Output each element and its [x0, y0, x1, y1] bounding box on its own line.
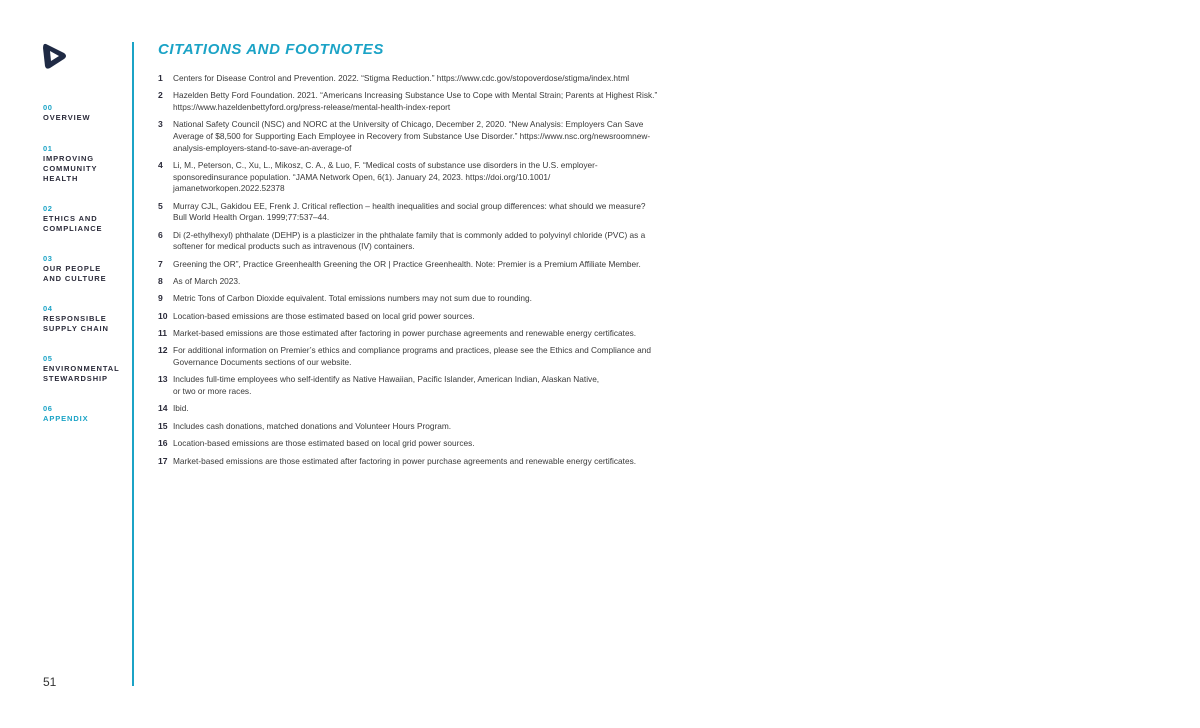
- footnote-text: Li, M., Peterson, C., Xu, L., Mikosz, C. A., & Luo, F. “Medical costs of substance use disorders in the U.S. employer- sponsoredinsurance population. “JAMA Network Open, 6(1). January 24, 2023. https://doi.org/10.1001/ jamanetworkopen.2022.52378: [173, 159, 598, 194]
- footnote-item: [158, 230, 658, 253]
- footnote-item: [158, 259, 658, 271]
- footnote-text: Metric Tons of Carbon Dioxide equivalent. Total emissions numbers may not sum due to rounding.: [173, 293, 532, 304]
- nav-item-number: 03: [43, 254, 53, 263]
- footnote-item: [158, 160, 658, 195]
- footnote-text: Includes cash donations, matched donations and Volunteer Hours Program.: [173, 420, 452, 431]
- footnote-number: 1: [158, 73, 163, 83]
- footnote-number: 13: [158, 374, 168, 385]
- nav-item-ethics-and-compliance[interactable]: [43, 204, 102, 234]
- footnote-item: [158, 345, 658, 368]
- nav-item-label: OVERVIEW: [43, 113, 91, 122]
- footnote-text: As of March 2023.: [173, 275, 241, 286]
- footnote-number: 14: [158, 403, 168, 414]
- nav-item-number: 02: [43, 204, 53, 213]
- footnote-number: 11: [158, 328, 168, 339]
- nav-item-responsible-supply-chain[interactable]: [43, 304, 109, 334]
- nav-item-number: 00: [43, 103, 53, 112]
- nav-item-number: 05: [43, 354, 53, 363]
- footnote-text: For additional information on Premier’s ethics and compliance programs and practices, please see the Ethics and Compliance and Governance Documents sections of our website.: [173, 345, 651, 368]
- footnote-item: [158, 276, 658, 288]
- footnote-text: Hazelden Betty Ford Foundation. 2021. “Americans Increasing Substance Use to Cope with Mental Strain; Parents at Highest Risk.” https://www.hazeldenbettyford.org/press-release/mental-health-index-report: [173, 90, 658, 112]
- page-number: 51: [43, 675, 57, 689]
- footnote-item: [158, 73, 658, 85]
- nav-item-number: 06: [43, 404, 53, 413]
- nav-item-environmental-stewardship[interactable]: [43, 354, 120, 384]
- footnote-number: 17: [158, 455, 168, 466]
- footnote-item: [158, 421, 658, 433]
- footnote-item: [158, 328, 658, 340]
- footnote-item: [158, 119, 658, 154]
- footnote-number: 3: [158, 119, 163, 130]
- footnote-text: Ibid.: [173, 403, 189, 414]
- footnote-number: 6: [158, 229, 163, 240]
- footnote-item: [158, 311, 658, 323]
- footnote-item: [158, 438, 658, 450]
- footnote-number: 8: [158, 275, 163, 286]
- nav-item-label: APPENDIX: [43, 414, 89, 423]
- footnote-text: Di (2-ethylhexyl) phthalate (DEHP) is a plasticizer in the phthalate family that is commonly added to polyvinyl chloride (PVC) as a softener for medical products such as intravenous (IV) containers.: [173, 229, 646, 252]
- nav-item-number: 01: [43, 144, 53, 153]
- nav-item-overview[interactable]: [43, 103, 91, 123]
- nav-item-label: ENVIRONMENTAL STEWARDSHIP: [43, 364, 120, 383]
- footnote-item: [158, 374, 658, 397]
- footnote-number: 4: [158, 159, 163, 170]
- page-title: CITATIONS AND FOOTNOTES: [158, 41, 385, 58]
- footnote-number: 12: [158, 345, 168, 356]
- footnote-text: Greening the OR”, Practice Greenhealth Greening the OR | Practice Greenhealth. Note: Premier is a Premium Affiliate Member.: [173, 258, 641, 269]
- nav-item-our-people-and-culture[interactable]: [43, 254, 107, 284]
- premier-logo-icon[interactable]: [42, 42, 68, 70]
- nav-item-label: ETHICS AND COMPLIANCE: [43, 214, 103, 233]
- footnote-item: [158, 90, 658, 113]
- footnote-number: 9: [158, 293, 163, 304]
- footnote-item: [158, 403, 658, 415]
- footnote-item: [158, 201, 658, 224]
- footnote-text: Location-based emissions are those estimated based on local grid power sources.: [173, 438, 475, 449]
- footnote-text: Murray CJL, Gakidou EE, Frenk J. Critical reflection – health inequalities and social group differences: what should we measure? Bull World Health Organ. 1999;77:537–44.: [173, 200, 646, 223]
- nav-item-label: IMPROVING COMMUNITY HEALTH: [43, 154, 98, 183]
- nav-item-appendix[interactable]: [43, 404, 89, 424]
- footnote-text: National Safety Council (NSC) and NORC at the University of Chicago, December 2, 2020. “New Analysis: Employers Can Save Average of $8,500 for Supporting Each Employee in Recovery from Substance Use Disorder.” https://www.nsc.org/newsroomnew- analysis-employers-stand-to-save-an-average-of: [173, 119, 651, 153]
- footnote-item: [158, 293, 658, 305]
- footnote-number: 16: [158, 438, 168, 449]
- nav-item-label: RESPONSIBLE SUPPLY CHAIN: [43, 314, 109, 333]
- vertical-divider: [132, 42, 134, 686]
- footnote-text: Market-based emissions are those estimated after factoring in power purchase agreements and renewable energy certificates.: [173, 455, 637, 466]
- footnote-number: 2: [158, 90, 163, 101]
- nav-item-improving-community-health[interactable]: [43, 144, 97, 184]
- footnote-text: Location-based emissions are those estimated based on local grid power sources.: [173, 310, 475, 321]
- footnote-text: Market-based emissions are those estimated after factoring in power purchase agreements and renewable energy certificates.: [173, 328, 637, 339]
- footnote-item: [158, 456, 658, 468]
- footnote-number: 5: [158, 200, 163, 211]
- footnote-number: 15: [158, 420, 168, 431]
- footnote-text: Includes full-time employees who self-identify as Native Hawaiian, Pacific Islander, American Indian, Alaskan Native, or two or more races.: [173, 374, 600, 397]
- footnote-number: 7: [158, 258, 163, 269]
- footnote-list: [158, 73, 658, 473]
- nav-item-number: 04: [43, 304, 53, 313]
- footnote-number: 10: [158, 310, 168, 321]
- nav-item-label: OUR PEOPLE AND CULTURE: [43, 264, 107, 283]
- footnote-text: Centers for Disease Control and Prevention. 2022. “Stigma Reduction.” https://www.cdc.gov/stopoverdose/stigma/index.html: [173, 73, 630, 83]
